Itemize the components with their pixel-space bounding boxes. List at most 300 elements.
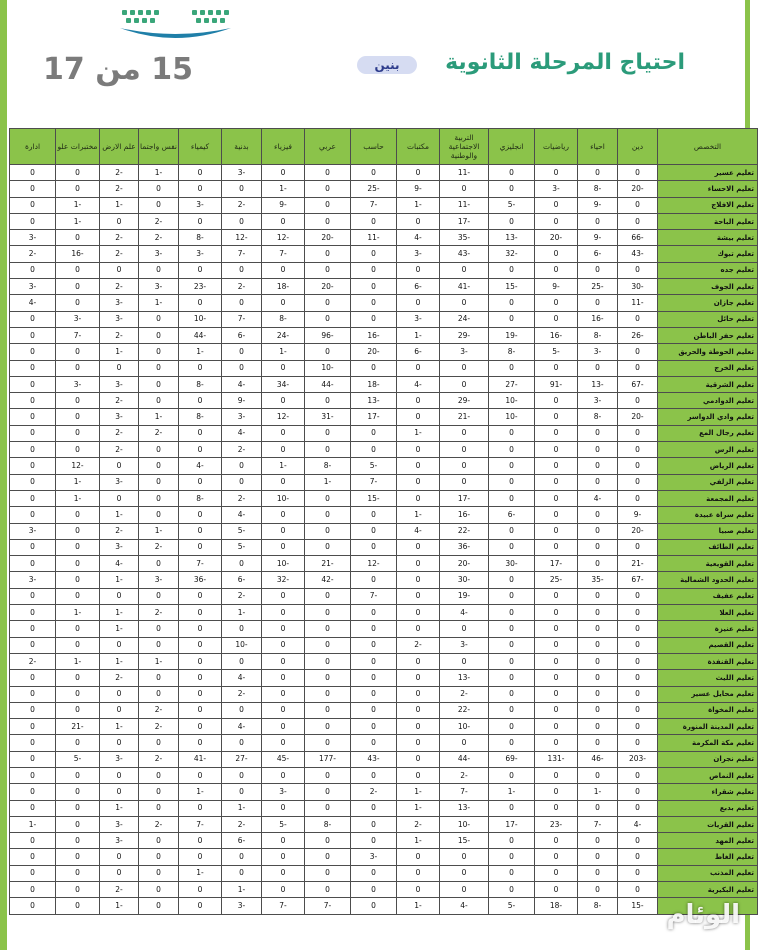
table-cell: -20 bbox=[535, 230, 578, 246]
table-row bbox=[10, 767, 758, 783]
table-cell: 0 bbox=[56, 344, 100, 360]
table-cell: -12 bbox=[351, 556, 397, 572]
table-cell: 0 bbox=[618, 605, 658, 621]
table-cell: 0 bbox=[56, 425, 100, 441]
table-row bbox=[10, 393, 758, 409]
table-cell: 0 bbox=[179, 898, 222, 914]
table-cell: 0 bbox=[578, 556, 618, 572]
table-cell: -13 bbox=[440, 800, 489, 816]
table-cell: 0 bbox=[440, 262, 489, 278]
table-cell: -5 bbox=[222, 539, 262, 555]
table-row bbox=[10, 702, 758, 718]
table-cell: 0 bbox=[305, 523, 351, 539]
table-cell: -6 bbox=[222, 833, 262, 849]
table-row bbox=[10, 197, 758, 213]
table-cell: 0 bbox=[489, 800, 535, 816]
table-cell: -3 bbox=[222, 165, 262, 181]
table-cell: 0 bbox=[10, 898, 56, 914]
table-cell: -1 bbox=[262, 344, 305, 360]
table-cell: -43 bbox=[351, 751, 397, 767]
table-cell: -11 bbox=[440, 197, 489, 213]
table-cell: 0 bbox=[535, 442, 578, 458]
table-cell: -1 bbox=[139, 653, 179, 669]
table-cell: 0 bbox=[100, 637, 139, 653]
table-cell: -5 bbox=[489, 197, 535, 213]
table-cell: -2 bbox=[222, 279, 262, 295]
table-cell: -2 bbox=[351, 784, 397, 800]
table-cell: 0 bbox=[179, 735, 222, 751]
table-cell: 0 bbox=[262, 882, 305, 898]
table-cell: -3 bbox=[100, 295, 139, 311]
table-cell: -1 bbox=[179, 865, 222, 881]
column-header: مختبرات علو bbox=[56, 129, 100, 165]
table-cell: 0 bbox=[10, 360, 56, 376]
table-cell: 0 bbox=[618, 637, 658, 653]
table-cell: 0 bbox=[578, 458, 618, 474]
table-cell: 0 bbox=[305, 490, 351, 506]
table-row bbox=[10, 213, 758, 229]
row-label: تعليم الاحساء bbox=[658, 181, 758, 197]
table-cell: -1 bbox=[397, 784, 440, 800]
table-cell: 0 bbox=[397, 474, 440, 490]
table-cell: 0 bbox=[578, 882, 618, 898]
table-cell: -10 bbox=[222, 637, 262, 653]
table-row bbox=[10, 784, 758, 800]
table-cell: -12 bbox=[56, 458, 100, 474]
table-cell: 0 bbox=[397, 409, 440, 425]
table-cell: 0 bbox=[56, 686, 100, 702]
table-cell: -45 bbox=[262, 751, 305, 767]
row-label: تعليم بدبع bbox=[658, 800, 758, 816]
table-row bbox=[10, 165, 758, 181]
table-cell: 0 bbox=[351, 213, 397, 229]
row-label: تعليم حائل bbox=[658, 311, 758, 327]
table-cell: 0 bbox=[262, 474, 305, 490]
table-cell: 0 bbox=[305, 605, 351, 621]
table-cell: 0 bbox=[489, 670, 535, 686]
table-row bbox=[10, 849, 758, 865]
table-cell: -6 bbox=[397, 344, 440, 360]
table-cell: -2 bbox=[222, 686, 262, 702]
table-cell: 0 bbox=[222, 262, 262, 278]
table-cell: -27 bbox=[489, 376, 535, 392]
table-cell: 0 bbox=[139, 621, 179, 637]
column-header: دين bbox=[618, 129, 658, 165]
table-cell: 0 bbox=[222, 849, 262, 865]
table-cell: 0 bbox=[222, 213, 262, 229]
table-row bbox=[10, 425, 758, 441]
table-cell: 0 bbox=[489, 637, 535, 653]
table-cell: -2 bbox=[100, 882, 139, 898]
table-cell: 0 bbox=[305, 719, 351, 735]
table-cell: -29 bbox=[440, 327, 489, 343]
table-cell: 0 bbox=[397, 588, 440, 604]
table-cell: 0 bbox=[262, 588, 305, 604]
table-cell: -8 bbox=[305, 458, 351, 474]
table-cell: -2 bbox=[100, 425, 139, 441]
column-header: علم الارض bbox=[100, 129, 139, 165]
table-cell: -3 bbox=[262, 784, 305, 800]
table-cell: 0 bbox=[305, 197, 351, 213]
table-cell: 0 bbox=[578, 849, 618, 865]
column-header: بدنية bbox=[222, 129, 262, 165]
table-cell: 0 bbox=[489, 442, 535, 458]
table-cell: -2 bbox=[139, 213, 179, 229]
table-cell: 0 bbox=[262, 621, 305, 637]
table-cell: 0 bbox=[179, 295, 222, 311]
table-cell: -2 bbox=[139, 605, 179, 621]
table-cell: -2 bbox=[100, 230, 139, 246]
table-cell: 0 bbox=[139, 442, 179, 458]
table-cell: -10 bbox=[305, 360, 351, 376]
table-cell: 0 bbox=[262, 507, 305, 523]
table-cell: 0 bbox=[139, 262, 179, 278]
table-cell: -2 bbox=[100, 442, 139, 458]
table-cell: 0 bbox=[262, 702, 305, 718]
table-cell: 0 bbox=[578, 262, 618, 278]
table-cell: -3 bbox=[351, 849, 397, 865]
table-cell: 0 bbox=[397, 670, 440, 686]
table-cell: -1 bbox=[222, 882, 262, 898]
row-label: تعليم محايل عسير bbox=[658, 686, 758, 702]
column-header: نفس واجتما bbox=[139, 129, 179, 165]
table-cell: 0 bbox=[262, 849, 305, 865]
table-cell: -1 bbox=[100, 344, 139, 360]
table-row bbox=[10, 605, 758, 621]
table-cell: 0 bbox=[618, 621, 658, 637]
row-label: تعليم جده bbox=[658, 262, 758, 278]
table-cell: 0 bbox=[139, 197, 179, 213]
table-cell: 0 bbox=[179, 425, 222, 441]
table-cell: 0 bbox=[139, 474, 179, 490]
table-cell: 0 bbox=[578, 474, 618, 490]
table-cell: -25 bbox=[351, 181, 397, 197]
table-cell: -10 bbox=[489, 393, 535, 409]
column-header: مكتبات bbox=[397, 129, 440, 165]
table-cell: 0 bbox=[351, 360, 397, 376]
table-cell: 0 bbox=[618, 442, 658, 458]
table-row bbox=[10, 621, 758, 637]
table-cell: 0 bbox=[618, 165, 658, 181]
table-cell: -22 bbox=[440, 523, 489, 539]
table-row bbox=[10, 816, 758, 832]
table-cell: 0 bbox=[535, 246, 578, 262]
table-cell: -25 bbox=[578, 279, 618, 295]
table-cell: 0 bbox=[10, 865, 56, 881]
table-row bbox=[10, 507, 758, 523]
table-row bbox=[10, 181, 758, 197]
table-cell: 0 bbox=[397, 262, 440, 278]
table-cell: 0 bbox=[139, 458, 179, 474]
table-cell: -17 bbox=[440, 213, 489, 229]
table-cell: 0 bbox=[10, 621, 56, 637]
table-row bbox=[10, 262, 758, 278]
table-cell: 0 bbox=[440, 735, 489, 751]
table-cell: 0 bbox=[618, 784, 658, 800]
table-cell: 0 bbox=[100, 458, 139, 474]
table-cell: -1 bbox=[56, 213, 100, 229]
table-cell: 0 bbox=[305, 849, 351, 865]
table-cell: -6 bbox=[222, 327, 262, 343]
table-cell: 0 bbox=[10, 556, 56, 572]
row-label: تعليم القصيم bbox=[658, 637, 758, 653]
table-cell: 0 bbox=[578, 588, 618, 604]
table-cell: -20 bbox=[440, 556, 489, 572]
table-cell: 0 bbox=[618, 360, 658, 376]
table-cell: -7 bbox=[578, 816, 618, 832]
table-cell: 0 bbox=[10, 490, 56, 506]
table-cell: 0 bbox=[222, 360, 262, 376]
table-row bbox=[10, 523, 758, 539]
table-cell: -2 bbox=[139, 425, 179, 441]
table-cell: 0 bbox=[578, 507, 618, 523]
table-cell: 0 bbox=[222, 784, 262, 800]
table-cell: -1 bbox=[397, 898, 440, 914]
table-cell: 0 bbox=[351, 279, 397, 295]
table-cell: -8 bbox=[179, 376, 222, 392]
row-label: تعليم البكيرية bbox=[658, 882, 758, 898]
table-cell: -3 bbox=[100, 376, 139, 392]
table-cell: -7 bbox=[179, 816, 222, 832]
table-cell: -4 bbox=[179, 458, 222, 474]
table-cell: 0 bbox=[397, 735, 440, 751]
row-label: تعليم المدينة المنورة bbox=[658, 719, 758, 735]
table-cell: 0 bbox=[305, 295, 351, 311]
table-cell: 0 bbox=[56, 409, 100, 425]
row-label: تعليم الرس bbox=[658, 442, 758, 458]
table-cell: 0 bbox=[351, 295, 397, 311]
column-header: احياء bbox=[578, 129, 618, 165]
table-cell: -5 bbox=[262, 816, 305, 832]
table-cell: -16 bbox=[351, 327, 397, 343]
table-cell: 0 bbox=[56, 735, 100, 751]
table-cell: 0 bbox=[578, 539, 618, 555]
table-cell: 0 bbox=[10, 702, 56, 718]
table-cell: 0 bbox=[351, 865, 397, 881]
table-cell: -2 bbox=[139, 539, 179, 555]
table-cell: -16 bbox=[440, 507, 489, 523]
table-cell: 0 bbox=[618, 800, 658, 816]
table-cell: -43 bbox=[440, 246, 489, 262]
ministry-logo-icon bbox=[118, 8, 233, 44]
table-cell: 0 bbox=[351, 523, 397, 539]
left-accent-bar bbox=[0, 0, 7, 950]
table-cell: 0 bbox=[397, 882, 440, 898]
table-cell: 0 bbox=[56, 572, 100, 588]
table-cell: -22 bbox=[440, 702, 489, 718]
table-cell: 0 bbox=[139, 588, 179, 604]
table-cell: 0 bbox=[440, 442, 489, 458]
table-cell: 0 bbox=[305, 882, 351, 898]
table-cell: -8 bbox=[179, 490, 222, 506]
table-cell: 0 bbox=[618, 197, 658, 213]
column-header: فيزياء bbox=[262, 129, 305, 165]
table-cell: -4 bbox=[440, 605, 489, 621]
table-cell: 0 bbox=[535, 702, 578, 718]
table-cell: 0 bbox=[56, 279, 100, 295]
table-cell: 0 bbox=[305, 621, 351, 637]
table-cell: -8 bbox=[305, 816, 351, 832]
table-cell: 0 bbox=[56, 702, 100, 718]
table-cell: 0 bbox=[10, 751, 56, 767]
row-label: تعليم عنيزة bbox=[658, 621, 758, 637]
table-cell: 0 bbox=[10, 327, 56, 343]
table-cell: 0 bbox=[397, 213, 440, 229]
table-cell: 0 bbox=[139, 360, 179, 376]
table-cell: 0 bbox=[397, 751, 440, 767]
table-cell: 0 bbox=[139, 865, 179, 881]
table-cell: 0 bbox=[56, 637, 100, 653]
table-cell: -20 bbox=[305, 279, 351, 295]
table-cell: 0 bbox=[397, 605, 440, 621]
table-cell: 0 bbox=[100, 262, 139, 278]
table-cell: 0 bbox=[305, 442, 351, 458]
table-cell: 0 bbox=[489, 295, 535, 311]
table-cell: 0 bbox=[56, 539, 100, 555]
table-cell: 0 bbox=[305, 865, 351, 881]
table-cell: 0 bbox=[535, 165, 578, 181]
row-label: تعليم النماص bbox=[658, 767, 758, 783]
table-cell: 0 bbox=[351, 572, 397, 588]
table-cell: -1 bbox=[222, 605, 262, 621]
table-cell: 0 bbox=[100, 735, 139, 751]
table-cell: 0 bbox=[578, 735, 618, 751]
table-cell: -1 bbox=[100, 719, 139, 735]
table-row bbox=[10, 882, 758, 898]
column-header: كيمياء bbox=[179, 129, 222, 165]
table-cell: -3 bbox=[440, 344, 489, 360]
table-cell: 0 bbox=[222, 621, 262, 637]
table-cell: 0 bbox=[179, 702, 222, 718]
table-cell: 0 bbox=[535, 719, 578, 735]
table-cell: -3 bbox=[397, 246, 440, 262]
table-row bbox=[10, 556, 758, 572]
table-cell: 0 bbox=[440, 458, 489, 474]
table-cell: 0 bbox=[262, 165, 305, 181]
table-cell: 0 bbox=[100, 213, 139, 229]
table-cell: -10 bbox=[440, 816, 489, 832]
table-cell: -203 bbox=[618, 751, 658, 767]
table-row bbox=[10, 458, 758, 474]
table-cell: 0 bbox=[440, 653, 489, 669]
table-cell: -19 bbox=[489, 327, 535, 343]
table-cell: -3 bbox=[56, 376, 100, 392]
table-cell: 0 bbox=[139, 784, 179, 800]
table-cell: -7 bbox=[179, 556, 222, 572]
table-cell: 0 bbox=[351, 653, 397, 669]
table-cell: 0 bbox=[489, 490, 535, 506]
row-label: تعليم عسير bbox=[658, 165, 758, 181]
table-cell: 0 bbox=[535, 735, 578, 751]
table-cell: 0 bbox=[535, 800, 578, 816]
row-label: تعليم عفيف bbox=[658, 588, 758, 604]
table-cell: 0 bbox=[489, 719, 535, 735]
gender-badge: بنين bbox=[357, 56, 417, 74]
table-cell: 0 bbox=[489, 621, 535, 637]
table-cell: -7 bbox=[262, 246, 305, 262]
table-cell: 0 bbox=[305, 425, 351, 441]
table-cell: 0 bbox=[10, 507, 56, 523]
table-cell: 0 bbox=[139, 898, 179, 914]
table-cell: 0 bbox=[351, 767, 397, 783]
table-cell: 0 bbox=[489, 686, 535, 702]
table-cell: 0 bbox=[618, 653, 658, 669]
row-label: تعليم الزلفي bbox=[658, 474, 758, 490]
table-cell: -1 bbox=[100, 572, 139, 588]
table-cell: 0 bbox=[10, 735, 56, 751]
table-cell: 0 bbox=[305, 686, 351, 702]
table-cell: 0 bbox=[305, 735, 351, 751]
table-cell: 0 bbox=[179, 849, 222, 865]
table-cell: -1 bbox=[397, 197, 440, 213]
table-cell: -20 bbox=[351, 344, 397, 360]
table-cell: 0 bbox=[618, 393, 658, 409]
table-cell: 0 bbox=[56, 882, 100, 898]
table-cell: 0 bbox=[440, 376, 489, 392]
table-cell: 0 bbox=[305, 588, 351, 604]
table-cell: 0 bbox=[618, 882, 658, 898]
table-cell: 0 bbox=[351, 882, 397, 898]
table-cell: -1 bbox=[139, 165, 179, 181]
table-cell: 0 bbox=[10, 344, 56, 360]
table-cell: 0 bbox=[139, 344, 179, 360]
table-cell: 0 bbox=[535, 393, 578, 409]
table-cell: 0 bbox=[578, 213, 618, 229]
table-cell: 0 bbox=[535, 588, 578, 604]
row-label: تعليم العلا bbox=[658, 605, 758, 621]
table-cell: -4 bbox=[222, 670, 262, 686]
table-cell: 0 bbox=[489, 360, 535, 376]
table-cell: -4 bbox=[10, 295, 56, 311]
row-label: تعليم الخرج bbox=[658, 360, 758, 376]
table-cell: -1 bbox=[179, 344, 222, 360]
table-cell: 0 bbox=[440, 425, 489, 441]
table-cell: 0 bbox=[535, 262, 578, 278]
table-cell: 0 bbox=[578, 702, 618, 718]
table-cell: -1 bbox=[397, 507, 440, 523]
row-label: تعليم الليث bbox=[658, 670, 758, 686]
table-cell: -35 bbox=[440, 230, 489, 246]
table-cell: -44 bbox=[179, 327, 222, 343]
table-row bbox=[10, 670, 758, 686]
table-cell: 0 bbox=[489, 425, 535, 441]
table-cell: 0 bbox=[10, 393, 56, 409]
table-cell: -9 bbox=[618, 507, 658, 523]
table-cell: 0 bbox=[351, 165, 397, 181]
column-header: التربية الاجتماعية والوطنية bbox=[440, 129, 489, 165]
table-cell: -12 bbox=[222, 230, 262, 246]
table-cell: -6 bbox=[397, 279, 440, 295]
table-cell: 0 bbox=[489, 458, 535, 474]
table-cell: 0 bbox=[489, 588, 535, 604]
table-cell: -1 bbox=[179, 784, 222, 800]
table-cell: 0 bbox=[56, 230, 100, 246]
row-label: تعليم جازان bbox=[658, 295, 758, 311]
table-cell: -30 bbox=[618, 279, 658, 295]
table-cell: -1 bbox=[100, 605, 139, 621]
table-cell: -9 bbox=[262, 197, 305, 213]
table-cell: 0 bbox=[56, 360, 100, 376]
table-cell: 0 bbox=[56, 165, 100, 181]
table-cell: 0 bbox=[397, 393, 440, 409]
table-cell: 0 bbox=[578, 425, 618, 441]
table-cell: 0 bbox=[179, 360, 222, 376]
table-cell: -17 bbox=[535, 556, 578, 572]
table-row bbox=[10, 376, 758, 392]
row-label: تعليم القويعية bbox=[658, 556, 758, 572]
table-cell: -13 bbox=[440, 670, 489, 686]
table-cell: -41 bbox=[440, 279, 489, 295]
